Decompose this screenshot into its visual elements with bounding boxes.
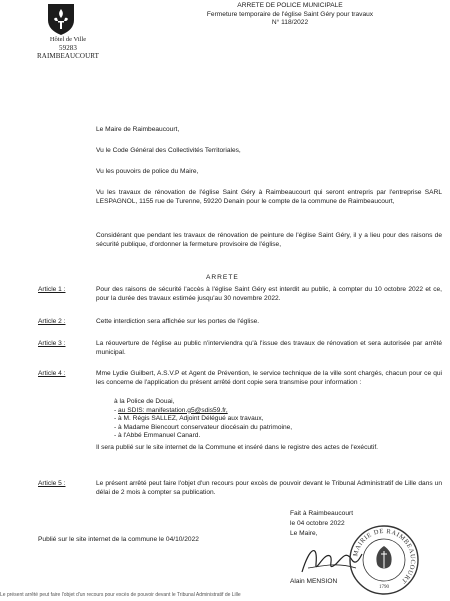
vu-travaux: Vu les travaux de rénovation de l'église Saint Géry à Raimbeaucourt qui seront entrepris par l'entreprise SARL LESPAGNOL, 1155 rue de Turenne, 59220 Denain pour le compte de la commune de Raimbeaucourt, [96,189,442,205]
article-4-text: Mme Lydie Guilbert, A.S.V.P et Agent de Prévention, le service technique de la ville sont chargés, chacun pour ce qui les concerne de l'application du présent arrêté dont copie sera transmise pour information : [96,370,442,386]
municipality-block [28,36,108,60]
stamp-text: MAIRIE DE RAIMBEAUCOURT [352,527,417,585]
town-crest-logo [46,2,76,36]
considerant: Considérant que pendant les travaux de rénovation de peinture de l'église Saint Géry, il y a lieu pour des raisons de sécurité publique, d'ordonner la fermeture provisoire de l'église, [96,232,442,248]
recipient-list [114,398,414,441]
stamp-year: 1790 [379,585,389,590]
decree-header [190,2,390,28]
signature-date: le 04 octobre 2022 [290,520,345,527]
article-1-text: Pour des raisons de sécurité l'accès à l'église Saint Géry est interdit au public, à compter du 10 octobre 2022 et ce, pour la durée des travaux estimée jusqu'au 30 novembre 2022. [96,286,442,302]
decree-number: N° 118/2022 [271,19,309,27]
town-hall-label: Hôtel de Ville [49,36,87,43]
signature-role: Le Maire, [290,530,318,537]
sdis-email-link[interactable]: au SDIS: manifestation.g5@sdis59.fr, [118,406,228,414]
vu-police: Vu les pouvoirs de police du Maire, [96,168,199,175]
article-2-label: Article 2 : [38,318,66,325]
list-item: à la Police de Douai, [114,398,175,405]
mayor-line: Le Maire de Raimbeaucourt, [96,126,180,133]
article-1-label: Article 1 : [38,286,66,293]
list-item: - au SDIS: manifestation.g5@sdis59.fr, [114,406,228,414]
decree-title: ARRETE DE POLICE MUNICIPALE [237,2,343,9]
town-hall-stamp [348,524,420,596]
article-3-text: La réouverture de l'église au public n'interviendra qu'à l'issue des travaux de rénovation et sera autorisée par arrêté municipal. [96,340,442,356]
article-3-label: Article 3 : [38,340,66,347]
town-address: 59283 RAIMBEAUCOURT [37,44,99,60]
list-item: - à Madame Biencourt conservateur diocésain du patrimoine, [114,423,293,431]
vu-cgct: Vu le Code Général des Collectivités Territoriales, [96,147,241,154]
article-5-label: Article 5 : [38,480,66,487]
signature-name: Alain MENSION [290,578,338,585]
list-item: - à M. Régis SALLEZ, Adjoint Délégué aux travaux, [114,415,264,423]
article-5-text: Le présent arrêté peut faire l'objet d'un recours pour excès de pouvoir devant le Tribunal Administratif de Lille dans un délai de 2 mois à compter sa publication. [96,480,442,496]
article-2-text: Cette interdiction sera affichée sur les portes de l'église. [96,318,260,325]
page-footer: Le présent arrêté peut faire l'objet d'un recours pour excès de pouvoir devant le Tribunal Administratif de Lille [0,592,241,598]
list-item: - à l'Abbé Emmanuel Canard. [114,432,201,440]
signature-place: Fait à Raimbeaucourt [290,510,354,517]
article-4-publication: Il sera publié sur le site internet de la Commune et inséré dans le registre des actes de l'exécutif. [96,444,379,451]
arrete-heading: ARRETE [206,274,239,281]
publication-note: Publié sur le site internet de la commune le 04/10/2022 [38,536,199,543]
decree-subtitle: Fermeture temporaire de l'église Saint Géry pour travaux [206,10,374,18]
article-4-label: Article 4 : [38,370,66,377]
